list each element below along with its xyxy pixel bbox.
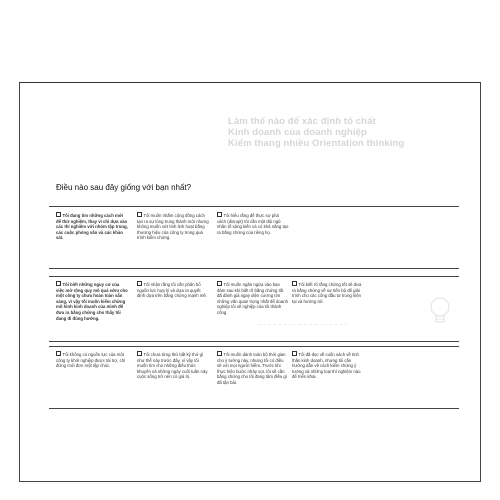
option-2-2[interactable] — [137, 281, 209, 299]
bleed-through-text — [228, 116, 428, 149]
checkbox-icon[interactable] — [292, 351, 297, 356]
checkbox-icon[interactable] — [217, 281, 222, 286]
checkbox-icon[interactable] — [137, 351, 142, 356]
checkbox-icon[interactable] — [56, 281, 61, 286]
option-2-4[interactable] — [292, 281, 364, 304]
checkbox-icon[interactable] — [217, 212, 222, 217]
option-text: Tôi muốn nhắm cộng đồng cách tạo ra sự lòng trung thành mới nhưng không muốn vứt tính linh hoạt bằng thương hiệu của công ty trong quá trình kiểm chứng. — [137, 213, 209, 241]
option-2-3[interactable] — [217, 281, 289, 316]
option-2-1[interactable] — [56, 281, 128, 321]
option-text: Tôi biết rõ rằng chứng tốt sẽ đưa ra bằng chứng về sự tiến bộ để giải trình cho các cổng đầu tư trong hiện tại và hướng tới. — [292, 282, 362, 304]
bulb-icon — [428, 296, 452, 326]
bleed-line: Kiểm thang nhiều Orientation thinking — [228, 138, 405, 149]
option-text: Tôi không có nguồn lực của một công ty khởi nghiệp được tài trợ, chỉ đứng mới đơn một tập chúc. — [56, 352, 126, 369]
option-3-3[interactable] — [217, 351, 289, 386]
checkbox-icon[interactable] — [137, 281, 142, 286]
bleed-rule — [258, 324, 348, 325]
option-text: Tôi muốn ngăn ngừa vào bạn đám sau khi biết rõ bằng chứng tốt đã đánh giá ngay diện cương tìm những vấn quan trọng nhất để doanh nghiệp tôi sẽ nghiệp của tôi thành công. — [217, 282, 288, 315]
checkbox-icon[interactable] — [137, 212, 142, 217]
checkbox-icon[interactable] — [217, 351, 222, 356]
option-1-1[interactable] — [56, 212, 128, 241]
option-text: Tôi chưa từng thử bất kỳ thứ gì như thế này trước đây, vì vậy tôi muốn tìm cho những điều thức khuyến và những ngày cuối tuần này cuộc sống trở nên có giá trị. — [137, 352, 208, 380]
bleed-line: Kinh doanh của doanh nghiệp — [228, 127, 367, 138]
option-1-3[interactable] — [217, 212, 289, 235]
option-text: Tôi đang tìm những cách mới để thử nghiệm, thay vì chỉ dựa vào các thí nghiệm với nhóm tập trung, các cuộc phỏng vấn và các khảo sát. — [56, 213, 128, 241]
checkbox-icon[interactable] — [292, 281, 297, 286]
option-text: Tôi đã đọc về cuốn sách về tinh thần kinh doanh, nhưng tôi cần hướng dẫn về cách kiểm chứng ý tưởng và những loại thí nghiệm nào để triển khai. — [292, 352, 361, 380]
option-1-2[interactable] — [137, 212, 209, 241]
option-text: Tôi nhận rằng tôi cần phân bổ nguồn lực hợp lý và dựa ra quyết định dựa trên bằng chứng mạnh mẽ. — [137, 282, 208, 299]
option-text: Tôi biết những nguy cơ của việc mở rộng quy mô quá sớm cho một công ty chưa hoàn toàn sẵn sàng, vì vậy tôi muốn kiểm chứng mô hình kinh doanh của mình để đưa ra bằng chứng cho thấy tôi đang đi đúng hướng. — [56, 282, 128, 321]
question-heading: Điều nào sau đây giống với bạn nhất? — [56, 183, 192, 192]
option-3-1[interactable] — [56, 351, 128, 369]
option-text: Tôi hiểu rằng để thực sự phá cách (disrupt) tôi cần một đội ngũ nhân tố sáng kiến và có khả năng tạo ra bằng chứng của riêng họ. — [217, 213, 289, 235]
bleed-line: Làm thế nào để xác định tố chất — [228, 116, 376, 127]
checkbox-icon[interactable] — [56, 351, 61, 356]
option-text: Tôi muốn dành toàn bộ thời gian cho ý tưởng này, nhưng tôi có điều sẽ với mọi người hiểm. Trước khi thực hiện bước nhảy vọt, tôi sẽ cần bằng chứng cho tôi đang tâm điều gì đã tận bài. — [217, 352, 288, 385]
checkbox-icon[interactable] — [56, 212, 61, 217]
option-3-4[interactable] — [292, 351, 364, 380]
option-3-2[interactable] — [137, 351, 209, 380]
